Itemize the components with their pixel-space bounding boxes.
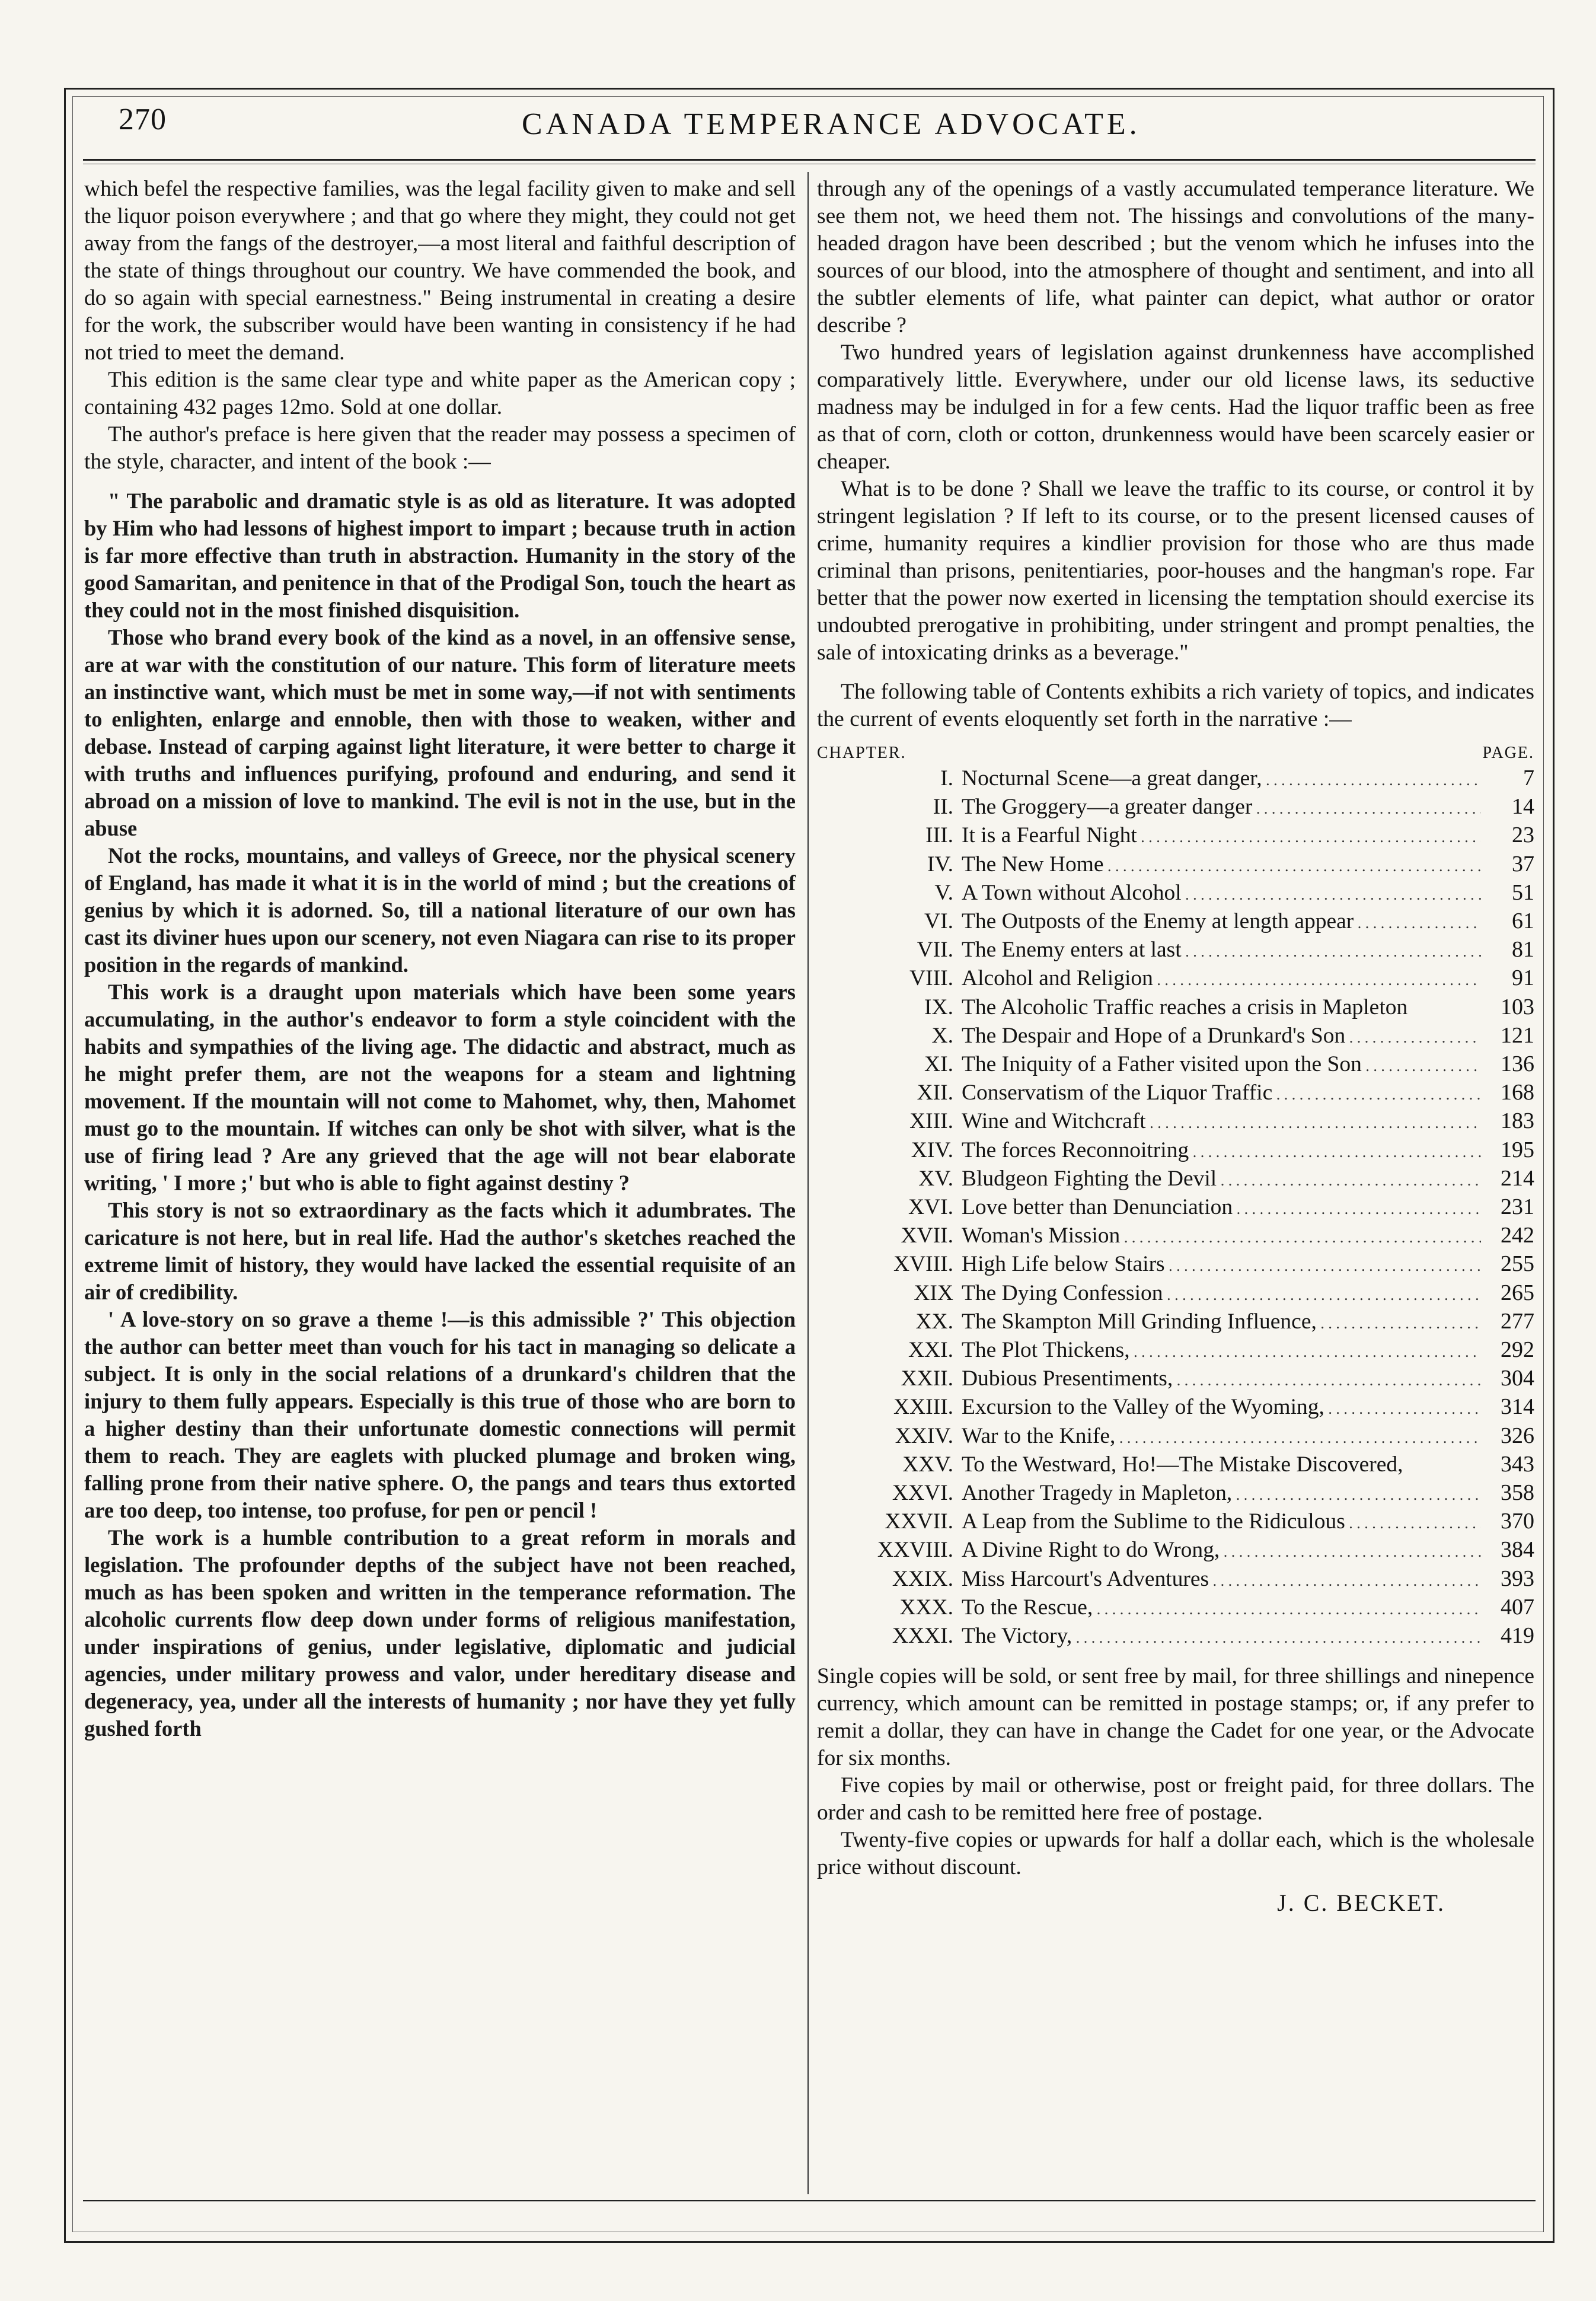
paragraph: The following table of Contents exhibits a rich variety of topics, and indicates the current of events eloquently set forth in the narrative :— — [817, 680, 1534, 731]
toc-chapter-title: To the Rescue, . . . — [962, 1594, 1481, 1623]
toc-chapter-title: It is a Fearful Night . . . — [962, 822, 1481, 850]
toc-page-number: 14 — [1512, 794, 1534, 820]
toc-chapter-number: X. — [931, 1023, 953, 1048]
running-head: CANADA TEMPERANCE ADVOCATE. — [522, 107, 1141, 141]
toc-entry — [817, 1251, 1534, 1279]
paragraph: through any of the openings of a vastly accumulated temperance literature. We see them not, we heed them not. The hissings and convolutions of the many-headed dragon have been described ; but the venom which he infuses into the sources of our blood, into the atmosphere of thought and sentiment, and into all the subtler elements of life, what painter can depict, what author or orator describe ? — [817, 177, 1534, 337]
toc-entry — [817, 765, 1534, 793]
paragraph: Single copies will be sold, or sent free by mail, for three shillings and ninepence currency, which amount can be remitted in postage stamps; or, if any prefer to remit a dollar, they can have in change the Cadet for one year, or the Advocate for six months. — [817, 1664, 1534, 1771]
toc-chapter-title: The Outposts of the Enemy at length appear . . . — [962, 908, 1481, 936]
toc-page-number: 255 — [1501, 1251, 1534, 1277]
footer-rule — [83, 2200, 1536, 2201]
toc-chapter-number: XII. — [917, 1081, 953, 1105]
toc-entry — [817, 1022, 1534, 1051]
toc-entry — [817, 1108, 1534, 1136]
toc-chapter-title: The Plot Thickens, . . . — [962, 1337, 1481, 1365]
toc-chapter-title: Excursion to the Valley of the Wyoming, . . . — [962, 1394, 1481, 1422]
toc-page-number: 358 — [1501, 1480, 1534, 1506]
quoted-preface-paragraph: This story is not so extraordinary as the facts which it adumbrates. The caricature is not here, but in real life. Had the author's sketches reached the extreme limit of history, they would have lacked the essential requisite of an air of credibility. — [84, 1198, 796, 1304]
toc-entry — [817, 1480, 1534, 1508]
toc-page-number: 314 — [1501, 1394, 1534, 1420]
toc-entry — [817, 1280, 1534, 1308]
toc-entry — [817, 1051, 1534, 1079]
toc-chapter-number: XVII. — [901, 1223, 953, 1248]
header-rule — [83, 159, 1536, 161]
toc-page-heading: PAGE. — [1482, 744, 1534, 762]
toc-entry — [817, 994, 1534, 1022]
toc-chapter-title: Nocturnal Scene—a great danger, . . . — [962, 765, 1481, 793]
toc-entry — [817, 1165, 1534, 1194]
toc-page-number: 393 — [1501, 1566, 1534, 1591]
toc-page-number: 195 — [1501, 1137, 1534, 1162]
toc-chapter-number: XXII. — [901, 1366, 953, 1391]
toc-chapter-number: XXIX. — [892, 1566, 953, 1591]
toc-entry — [817, 1222, 1534, 1251]
toc-chapter-title: Wine and Witchcraft . . . — [962, 1108, 1481, 1136]
toc-chapter-number: XXVI. — [892, 1481, 953, 1506]
toc-entry — [817, 1594, 1534, 1623]
toc-chapter-title: The Groggery—a greater danger . . . — [962, 793, 1481, 822]
toc-chapter-title: The forces Reconnoitring . . . — [962, 1137, 1481, 1165]
toc-page-number: 23 — [1512, 823, 1534, 848]
toc-chapter-title: Another Tragedy in Mapleton, . . . — [962, 1480, 1481, 1508]
toc-chapter-number: VI. — [924, 909, 953, 934]
toc-entry — [817, 965, 1534, 993]
toc-page-number: 37 — [1512, 851, 1534, 877]
toc-chapter-title: The Enemy enters at last . . . — [962, 936, 1481, 965]
toc-page-number: 214 — [1501, 1165, 1534, 1191]
toc-chapter-number: XV. — [918, 1166, 953, 1191]
toc-chapter-title: To the Westward, Ho!—The Mistake Discovered, — [962, 1452, 1403, 1477]
quoted-preface-paragraph: " The parabolic and dramatic style is as old as literature. It was adopted by Him who had lessons of highest import to impart ; because truth in action is far more effective than truth in abstraction. Humanity in the story of the good Samaritan, and penitence in that of the Prodigal Son, touch the heart as they could not in the most finished disquisition. — [84, 489, 796, 622]
toc-chapter-number: XXIV. — [895, 1423, 953, 1448]
toc-chapter-title: Conservatism of the Liquor Traffic . . . — [962, 1079, 1481, 1108]
toc-entry — [817, 1423, 1534, 1451]
toc-entry — [817, 936, 1534, 965]
paragraph: What is to be done ? Shall we leave the traffic to its course, or control it by stringent legislation ? If left to its course, or to the present licensed causes of crime, humanity requires a kindlier provision for those who are thus made criminal than prisons, penitentiaries, poor-houses and the hangman's rope. Far better that the power now exerted in licensing the temptation should exercise its undoubted prerogative in prohibiting, under stringent and prompt penalties, the sale of intoxicating drinks as a beverage." — [817, 477, 1534, 665]
toc-chapter-title: Woman's Mission . . . — [962, 1222, 1481, 1251]
toc-page-number: 121 — [1501, 1022, 1534, 1048]
toc-page-number: 326 — [1501, 1423, 1534, 1448]
toc-entry — [817, 851, 1534, 879]
toc-chapter-number: V. — [934, 880, 953, 905]
toc-page-number: 81 — [1512, 937, 1534, 963]
toc-page-number: 265 — [1501, 1280, 1534, 1305]
toc-chapter-number: XXXI. — [892, 1624, 953, 1649]
paragraph: This edition is the same clear type and white paper as the American copy ; containing 432 pages 12mo. Sold at one dollar. — [84, 368, 796, 419]
toc-entry — [817, 1623, 1534, 1651]
toc-entry — [817, 908, 1534, 936]
page-number: 270 — [119, 103, 167, 136]
toc-page-number: 136 — [1501, 1051, 1534, 1077]
toc-chapter-title: The New Home . . . — [962, 851, 1481, 879]
toc-chapter-number: III. — [925, 823, 953, 848]
paragraph: Two hundred years of legislation against drunkenness have accomplished comparatively little. Everywhere, under our old license laws, its seductive madness may be indulged in for a few cents. Had the liquor traffic been as free as that of corn, cloth or cotton, drunkenness would have been scarcely easier or cheaper. — [817, 340, 1534, 474]
toc-entry — [817, 1365, 1534, 1394]
left-column — [84, 176, 796, 1742]
toc-entry — [817, 1194, 1534, 1222]
toc-page-number: 103 — [1501, 994, 1534, 1019]
toc-page-number: 343 — [1501, 1451, 1534, 1477]
toc-chapter-title: Alcohol and Religion . . . — [962, 965, 1481, 993]
toc-chapter-title: The Victory, . . . — [962, 1623, 1481, 1651]
toc-entry — [817, 1566, 1534, 1594]
toc-chapter-title: A Divine Right to do Wrong, . . . — [962, 1537, 1481, 1565]
toc-chapter-number: XXVIII. — [877, 1538, 953, 1563]
toc-entry — [817, 1537, 1534, 1565]
toc-chapter-title: A Town without Alcohol . . . — [962, 879, 1481, 908]
toc-entry — [817, 1451, 1534, 1480]
toc-entry — [817, 1394, 1534, 1422]
toc-entry — [817, 1308, 1534, 1337]
toc-chapter-number: II. — [933, 795, 953, 820]
toc-chapter-number: IX. — [924, 995, 953, 1019]
toc-chapter-title: Dubious Presentiments, . . . — [962, 1365, 1481, 1394]
quoted-preface-paragraph: Those who brand every book of the kind as a novel, in an offensive sense, are at war with the constitution of our nature. This form of literature meets an instinctive want, which must be met in some way,—if not with sentiments to enlighten, enlarge and ennoble, then with those to weaken, wither and debase. Instead of carping against light literature, it were better to charge it with truths and influences purifying, profound and enduring, and send it abroad on a mission of love to mankind. The evil is not in the use, but in the abuse — [84, 625, 796, 840]
toc-chapter-title: The Despair and Hope of a Drunkard's Son . . . — [962, 1022, 1481, 1051]
toc-chapter-title: The Skampton Mill Grinding Influence, . . . — [962, 1308, 1481, 1337]
toc-header — [817, 741, 1534, 765]
toc-entry — [817, 793, 1534, 822]
toc-page-number: 292 — [1501, 1337, 1534, 1363]
toc-chapter-number: XXI. — [908, 1338, 953, 1363]
toc-page-number: 7 — [1523, 766, 1534, 791]
toc-page-number: 419 — [1501, 1623, 1534, 1649]
toc-chapter-number: VIII. — [909, 966, 953, 991]
toc-chapter-number: XI. — [924, 1052, 953, 1077]
toc-chapter-title: The Iniquity of a Father visited upon the Son . . . — [962, 1051, 1481, 1079]
toc-chapter-number: XIV. — [911, 1137, 953, 1162]
toc-chapter-number: VII. — [917, 938, 953, 963]
paragraph: Five copies by mail or otherwise, post or freight paid, for three dollars. The order and cash to be remitted here free of postage. — [817, 1773, 1534, 1825]
toc-page-number: 51 — [1512, 879, 1534, 905]
toc-entry — [817, 1337, 1534, 1365]
toc-chapter-number: XXVII. — [885, 1509, 953, 1534]
toc-chapter-title: Bludgeon Fighting the Devil . . . — [962, 1165, 1481, 1194]
toc-page-number: 91 — [1512, 965, 1534, 991]
toc-chapter-number: XX. — [915, 1309, 953, 1334]
quoted-preface-paragraph: ' A love-story on so grave a theme !—is this admissible ?' This objection the author can better meet than vouch for his tact in managing so delicate a subject. It is only in the social relations of a drunkard's children that the injury to them fully appears. Especially is this true of those who are born to a higher destiny than their unfortunate domestic connections will permit them to reach. They are eaglets with plucked plumage and broken wing, falling prone from their native sphere. O, the pangs and tears thus extorted are too deep, too intense, too profuse, for pen or pencil ! — [84, 1307, 796, 1522]
right-column — [817, 176, 1534, 1917]
toc-page-number: 384 — [1501, 1537, 1534, 1563]
table-of-contents — [817, 765, 1534, 1651]
column-divider — [807, 172, 809, 2194]
toc-chapter-title: Miss Harcourt's Adventures . . . — [962, 1566, 1481, 1594]
toc-entry — [817, 822, 1534, 850]
toc-chapter-title: Love better than Denunciation . . . — [962, 1194, 1481, 1222]
toc-page-number: 183 — [1501, 1108, 1534, 1134]
toc-entry — [817, 1137, 1534, 1165]
toc-page-number: 231 — [1501, 1194, 1534, 1220]
quoted-preface-paragraph: This work is a draught upon materials which have been some years accumulating, in the author's endeavor to form a style coincident with the habits and sympathies of the living age. The didactic and abstract, much as he might prefer them, are not the weapons for a steam and lightning movement. If the mountain will not come to Mahomet, why, then, Mahomet must go to the mountain. If witches can only be shot with silver, what is the use of firing lead ? Are any grieved that the age will not bear elaborate writing, ' I more ;' but who is able to fight against destiny ? — [84, 980, 796, 1195]
quoted-preface-paragraph: The work is a humble contribution to a great reform in morals and legislation. The profounder depths of the subject have not been reached, much as has been spoken and written in the temperance reformation. The alcoholic currents flow deep down under forms of religious manifestation, under inspirations of genius, under legislative, diplomatic and judicial agencies, under military prowess and valor, under hereditary disease and degeneracy, yea, under all the interests of humanity ; nor have they yet fully gushed forth — [84, 1525, 796, 1741]
toc-chapter-title: A Leap from the Sublime to the Ridiculous . . . — [962, 1508, 1481, 1537]
paragraph: The author's preface is here given that the reader may possess a specimen of the style, character, and intent of the book :— — [84, 422, 796, 474]
toc-page-number: 370 — [1501, 1509, 1534, 1534]
toc-entry — [817, 879, 1534, 908]
toc-chapter-title: The Dying Confession . . . — [962, 1280, 1481, 1308]
toc-chapter-number: XXV. — [902, 1452, 953, 1477]
toc-chapter-title: The Alcoholic Traffic reaches a crisis in Mapleton — [962, 995, 1408, 1019]
toc-page-number: 277 — [1501, 1308, 1534, 1334]
toc-chapter-number: I. — [940, 766, 953, 791]
toc-page-number: 61 — [1512, 909, 1534, 934]
toc-entry — [817, 1508, 1534, 1537]
toc-chapter-title: War to the Knife, . . . — [962, 1423, 1481, 1451]
toc-chapter-number: XVIII. — [893, 1252, 953, 1277]
toc-chapter-number: XIX — [914, 1280, 953, 1305]
toc-chapter-number: XXX. — [899, 1595, 953, 1620]
paragraph: which befel the respective families, was the legal facility given to make and sell the liquor poison everywhere ; and that go where they might, they could not get away from the fangs of the destroyer,—a most literal and faithful description of the state of things throughout our country. We have commended the book, and do so again with special earnestness." Being instrumental in creating a desire for the work, the subscriber would have been wanting in consistency if he had not tried to meet the demand. — [84, 177, 796, 365]
toc-page-number: 168 — [1501, 1080, 1534, 1105]
toc-page-number: 407 — [1501, 1594, 1534, 1620]
quoted-preface-paragraph: Not the rocks, mountains, and valleys of Greece, nor the physical scenery of England, has made it what it is in the world of mind ; but the creations of genius by which it is adorned. So, till a national literature of our own has cast its diviner hues upon our scenery, not even Niagara can rise to its proper position in the regards of mankind. — [84, 843, 796, 977]
toc-chapter-number: XVI. — [908, 1195, 953, 1220]
toc-page-number: 242 — [1501, 1223, 1534, 1248]
signature: J. C. BECKET. — [1277, 1889, 1445, 1917]
toc-page-number: 304 — [1501, 1366, 1534, 1391]
paragraph: Twenty-five copies or upwards for half a dollar each, which is the wholesale price without discount. — [817, 1828, 1534, 1880]
toc-chapter-number: XXIII. — [893, 1395, 953, 1420]
toc-chapter-title: High Life below Stairs . . . — [962, 1251, 1481, 1279]
toc-chapter-number: XIII. — [909, 1109, 953, 1134]
toc-chapter-heading: CHAPTER. — [817, 744, 906, 762]
toc-entry — [817, 1079, 1534, 1108]
toc-chapter-number: IV. — [927, 852, 953, 877]
